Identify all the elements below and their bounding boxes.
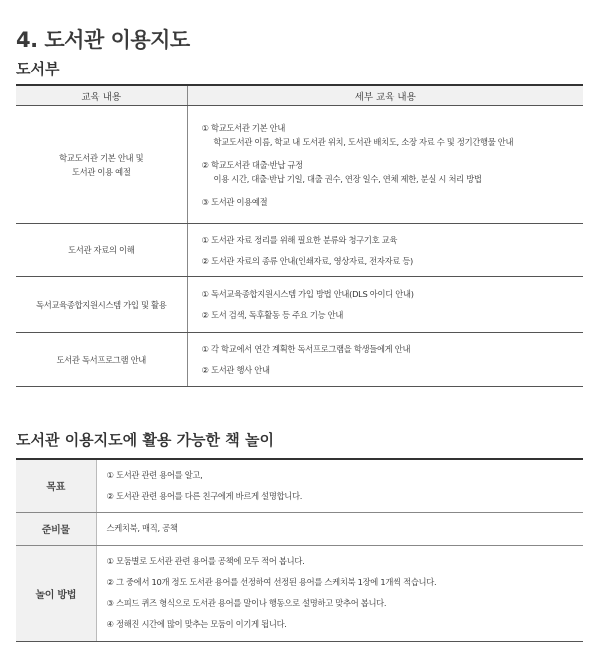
section-subtitle: 도서부 (16, 60, 60, 78)
row-topic (16, 333, 187, 387)
page-title: 4. 도서관 이용지도 (16, 28, 190, 52)
activity-table (16, 458, 583, 642)
list-item: ② 도서관 관련 용어를 다른 친구에게 바르게 설명합니다. (106, 490, 303, 501)
table-row (16, 333, 583, 387)
list-item: ③ 스피드 퀴즈 형식으로 도서관 용어를 말이나 행동으로 설명하고 맞추어 봅니다. (106, 598, 387, 608)
detail-subitem: 이용 시간, 대출·반납 기일, 대출 권수, 연장 일수, 연체 제한, 분실 시 처리 방법 (213, 173, 482, 184)
row-topic (16, 277, 187, 333)
table-row (16, 459, 583, 512)
detail-item: ② 도서 검색, 독후활동 등 주요 기능 안내 (201, 310, 344, 320)
row-value (96, 545, 583, 641)
detail-item: ① 학교도서관 기본 안내 (201, 122, 286, 133)
topic-line: 도서관 자료의 이해 (68, 245, 135, 255)
list-item: ② 그 중에서 10개 정도 도서관 용어를 선정하여 선정된 용어를 스케치북 1장에 1개씩 적습니다. (106, 577, 437, 587)
detail-item: ① 독서교육종합지원시스템 가입 방법 안내(DLS 아이디 안내) (201, 289, 414, 299)
detail-item: ① 도서관 자료 정리를 위해 필요한 분류와 청구기호 교육 (201, 234, 398, 245)
topic-line: 독서교육종합지원시스템 가입 및 활용 (36, 299, 167, 310)
education-table (16, 84, 583, 387)
row-label-materials: 준비물 (16, 512, 96, 545)
detail-item: ② 도서관 자료의 종류 안내(인쇄자료, 영상자료, 전자자료 등) (201, 255, 413, 266)
table-row (16, 224, 583, 277)
topic-line: 학교도서관 기본 안내 및 (59, 152, 144, 163)
row-details (187, 224, 583, 277)
list-item: ④ 정해진 시간에 많이 맞추는 모둠이 이기게 됩니다. (106, 619, 287, 629)
table-row (16, 512, 583, 545)
header-topic: 교육 내용 (16, 85, 187, 106)
row-topic (16, 106, 187, 224)
detail-subitem: 학교도서관 이름, 학교 내 도서관 위치, 도서관 배치도, 소장 자료 수 및 정기간행물 안내 (213, 136, 514, 147)
list-item: 스케치북, 매직, 공책 (106, 523, 178, 533)
row-label-goal: 목표 (16, 459, 96, 512)
list-item: ① 도서관 관련 용어를 알고, (106, 469, 203, 480)
row-topic (16, 224, 187, 277)
row-value (96, 459, 583, 512)
detail-item: ② 학교도서관 대출·반납 규정 (201, 159, 303, 170)
table-row (16, 545, 583, 641)
detail-item: ③ 도서관 이용예절 (201, 196, 268, 207)
row-label-method: 놀이 방법 (16, 545, 96, 641)
detail-item: ② 도서관 행사 안내 (201, 365, 270, 375)
table-row (16, 277, 583, 333)
row-details (187, 106, 583, 224)
row-value (96, 512, 583, 545)
topic-line: 도서관 독서프로그램 안내 (56, 354, 147, 365)
topic-line: 도서관 이용 예절 (71, 166, 131, 177)
list-item: ① 모둠별로 도서관 관련 용어를 공책에 모두 적어 봅니다. (106, 556, 305, 566)
row-details (187, 277, 583, 333)
table-header-row (16, 85, 583, 106)
detail-item: ① 각 학교에서 연간 계획한 독서프로그램을 학생들에게 안내 (201, 344, 411, 354)
row-details (187, 333, 583, 387)
table-row (16, 106, 583, 224)
activity-section-title: 도서관 이용지도에 활용 가능한 책 놀이 (16, 431, 274, 449)
header-details: 세부 교육 내용 (187, 85, 583, 106)
